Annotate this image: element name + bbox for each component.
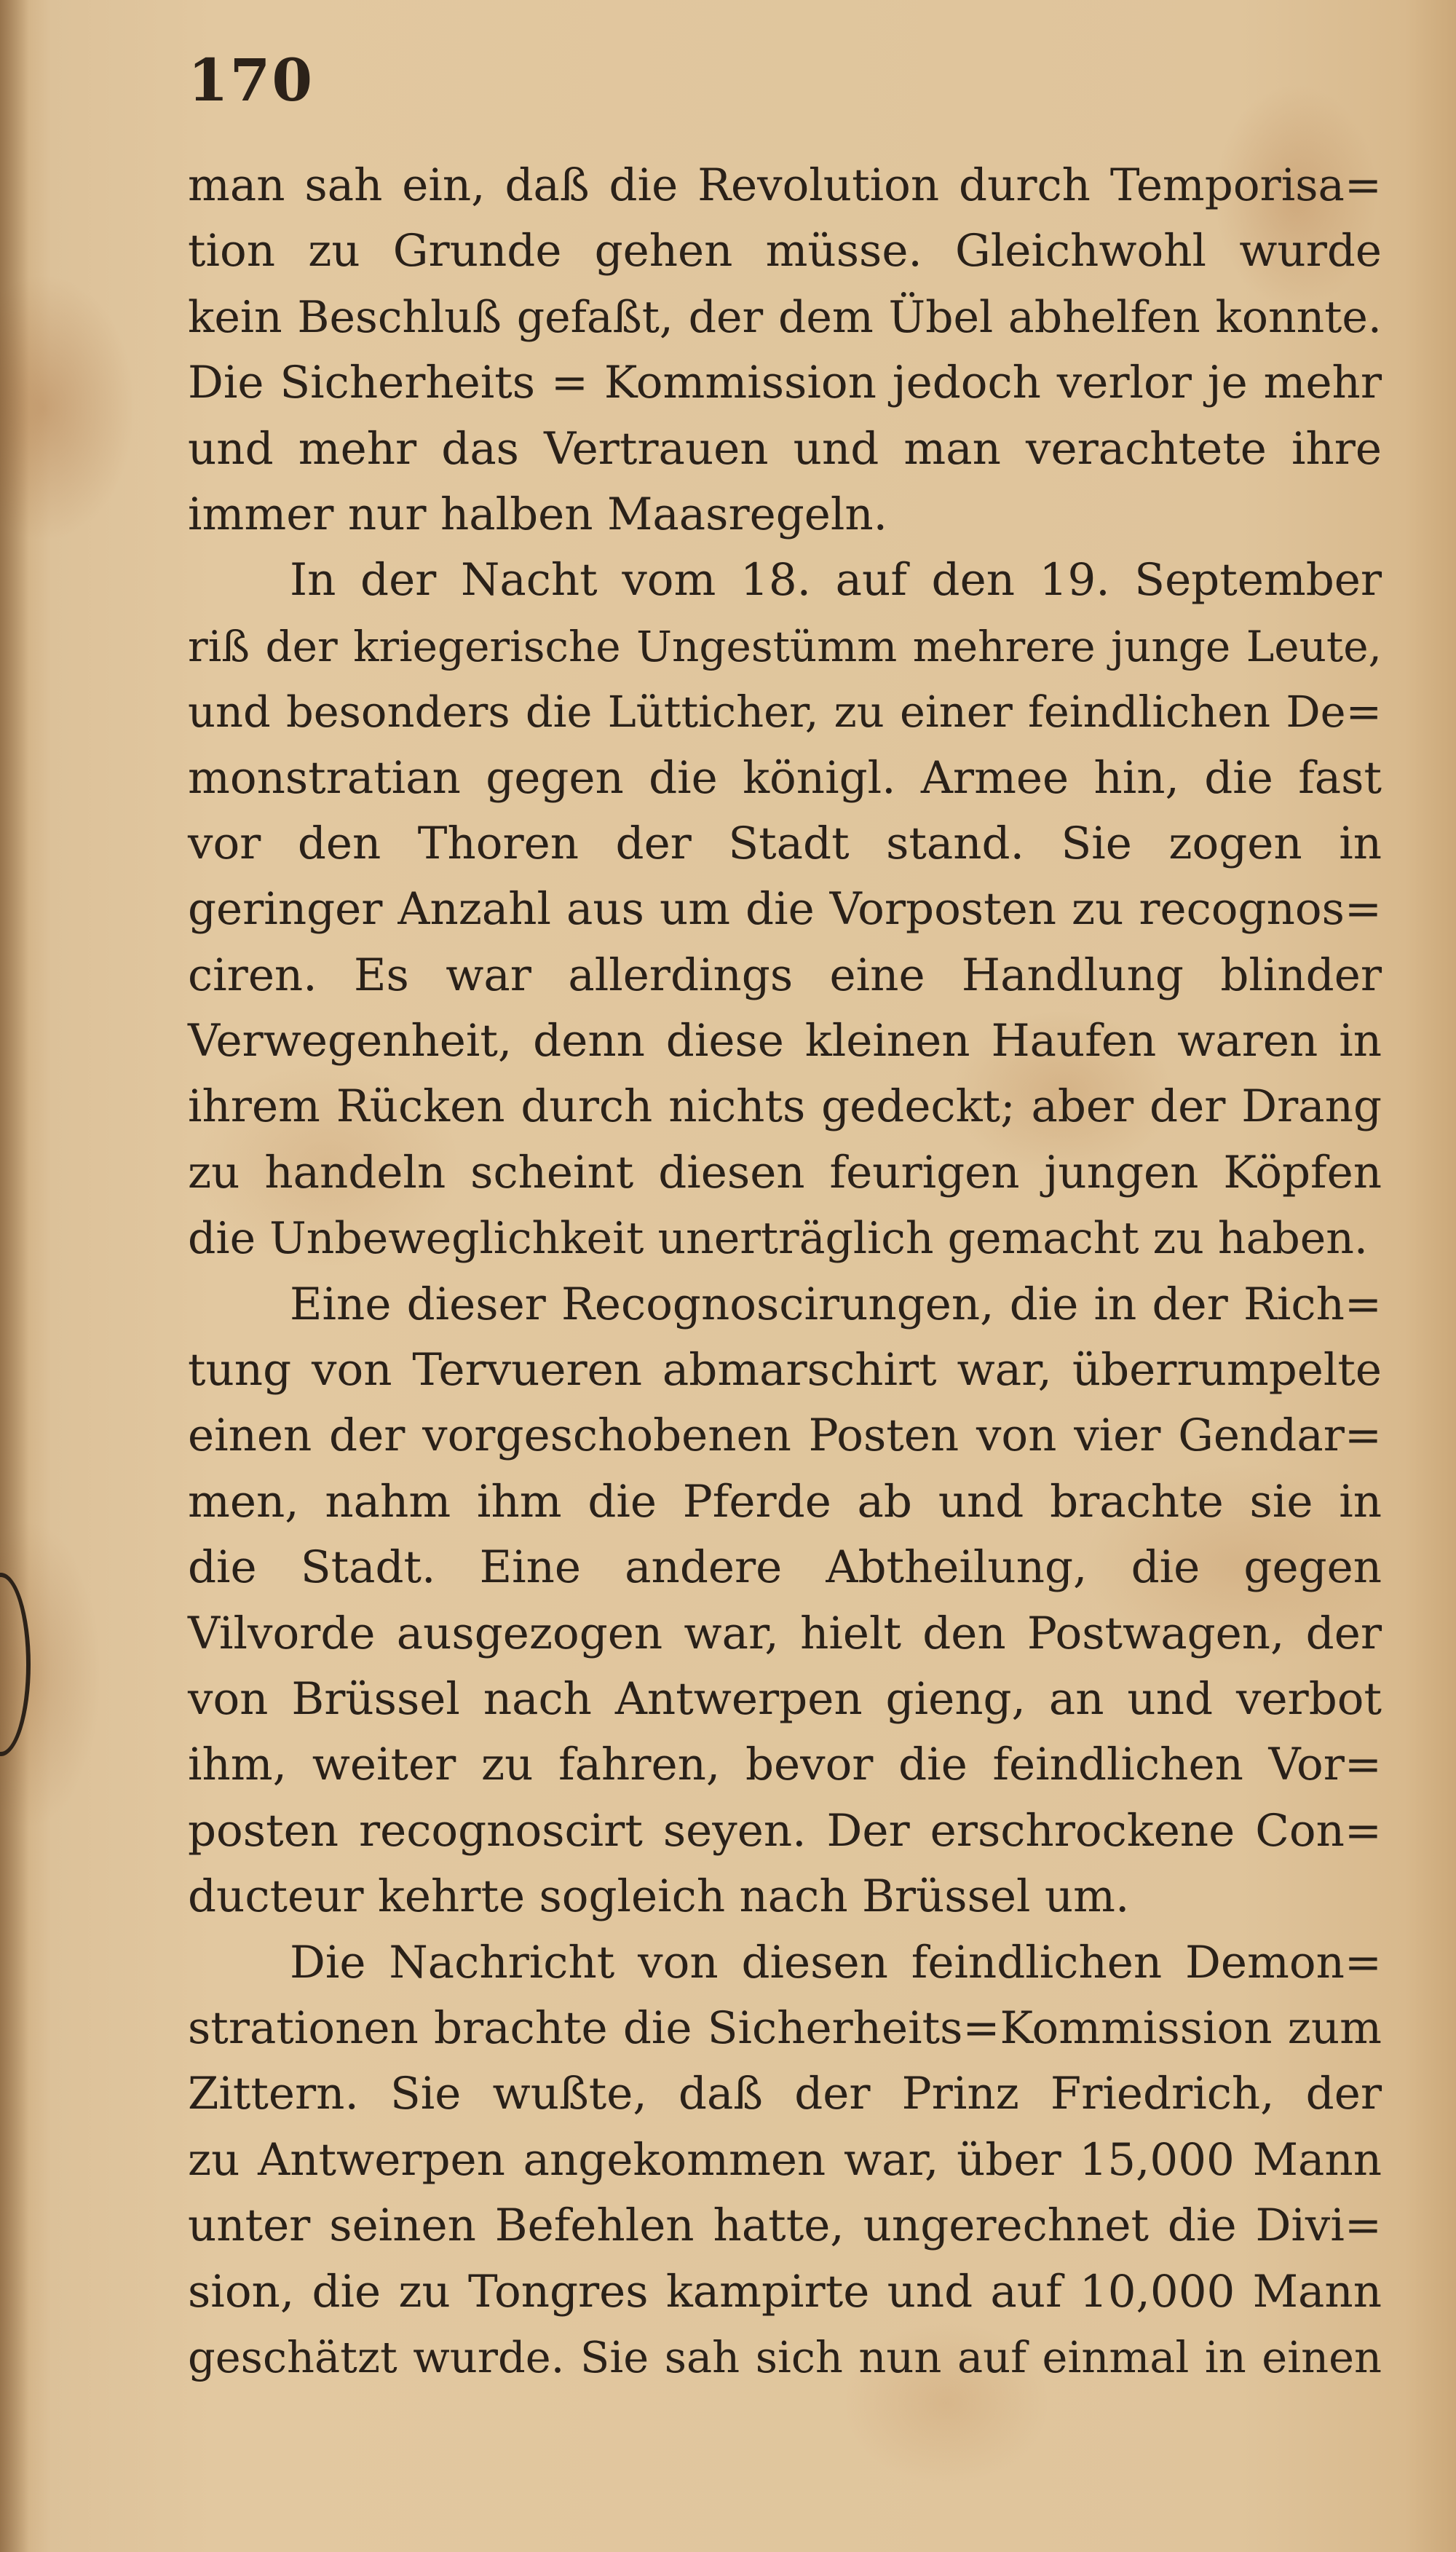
text-line: Verwegenheit, denn diese kleinen Haufen waren in [188,1015,1382,1067]
text-line: Zittern. Sie wußte, daß der Prinz Friedrich, der [188,2068,1382,2120]
text-line: In der Nacht vom 18. auf den 19. September [290,554,1382,607]
text-line: und mehr das Vertrauen und man verachtete ihre [188,422,1382,475]
text-line: ihm, weiter zu fahren, bevor die feindlichen Vor= [188,1739,1382,1791]
text-line: sion, die zu Tongres kampirte und auf 10,000 Mann [188,2265,1382,2318]
text-line: tung von Tervueren abmarschirt war, überrumpelte [188,1344,1382,1397]
text-line: Eine dieser Recognoscirungen, die in der Rich= [290,1278,1382,1330]
text-line: zu Antwerpen angekommen war, über 15,000 Mann [188,2133,1382,2186]
text-line: von Brüssel nach Antwerpen gieng, an und verbot [188,1672,1382,1725]
text-line: geschätzt wurde. Sie sah sich nun auf einmal in einen [188,2331,1382,2382]
text-line: ciren. Es war allerdings eine Handlung blinder [188,949,1382,1001]
binding-shadow [0,0,29,2552]
text-line: zu handeln scheint diesen feurigen jungen Köpfen [188,1146,1382,1198]
text-line: geringer Anzahl aus um die Vorposten zu recognos= [188,883,1382,936]
text-line: posten recognoscirt seyen. Der erschrockene Con= [188,1804,1382,1857]
text-line: unter seinen Befehlen hatte, ungerechnet die Divi= [188,2200,1382,2252]
page-number: 170 [188,46,314,114]
text-line: tion zu Grunde gehen müsse. Gleichwohl wurde [188,225,1382,277]
text-line: die Stadt. Eine andere Abtheilung, die gegen [188,1541,1382,1594]
text-line: man sah ein, daß die Revolution durch Temporisa= [188,159,1382,211]
text-line: Die Sicherheits = Kommission jedoch verlor je mehr [188,357,1382,409]
text-line: einen der vorgeschobenen Posten von vier Gendar= [188,1410,1382,1462]
text-line: Vilvorde ausgezogen war, hielt den Postwagen, der [188,1607,1382,1659]
text-line: men, nahm ihm die Pferde ab und brachte sie in [188,1475,1382,1528]
text-line: kein Beschluß gefaßt, der dem Übel abhelfen konnte. [188,291,1382,343]
text-line: monstratian gegen die königl. Armee hin, die fast [188,751,1382,804]
body-text [188,153,1382,2390]
text-line: Die Nachricht von diesen feindlichen Demon= [290,1936,1382,1988]
text-line: riß der kriegerische Ungestümm mehrere junge Leute, [188,621,1382,671]
text-line: die Unbeweglichkeit unerträglich gemacht zu haben. [188,1213,1368,1265]
text-line: vor den Thoren der Stadt stand. Sie zogen in [188,817,1382,869]
text-line: immer nur halben Maasregeln. [188,488,888,540]
text-line: ducteur kehrte sogleich nach Brüssel um. [188,1870,1130,1923]
text-line: und besonders die Lütticher, zu einer feindlichen De= [188,687,1382,738]
text-line: ihrem Rücken durch nichts gedeckt; aber der Drang [188,1081,1382,1133]
text-line: strationen brachte die Sicherheits=Kommission zum [188,2002,1382,2054]
